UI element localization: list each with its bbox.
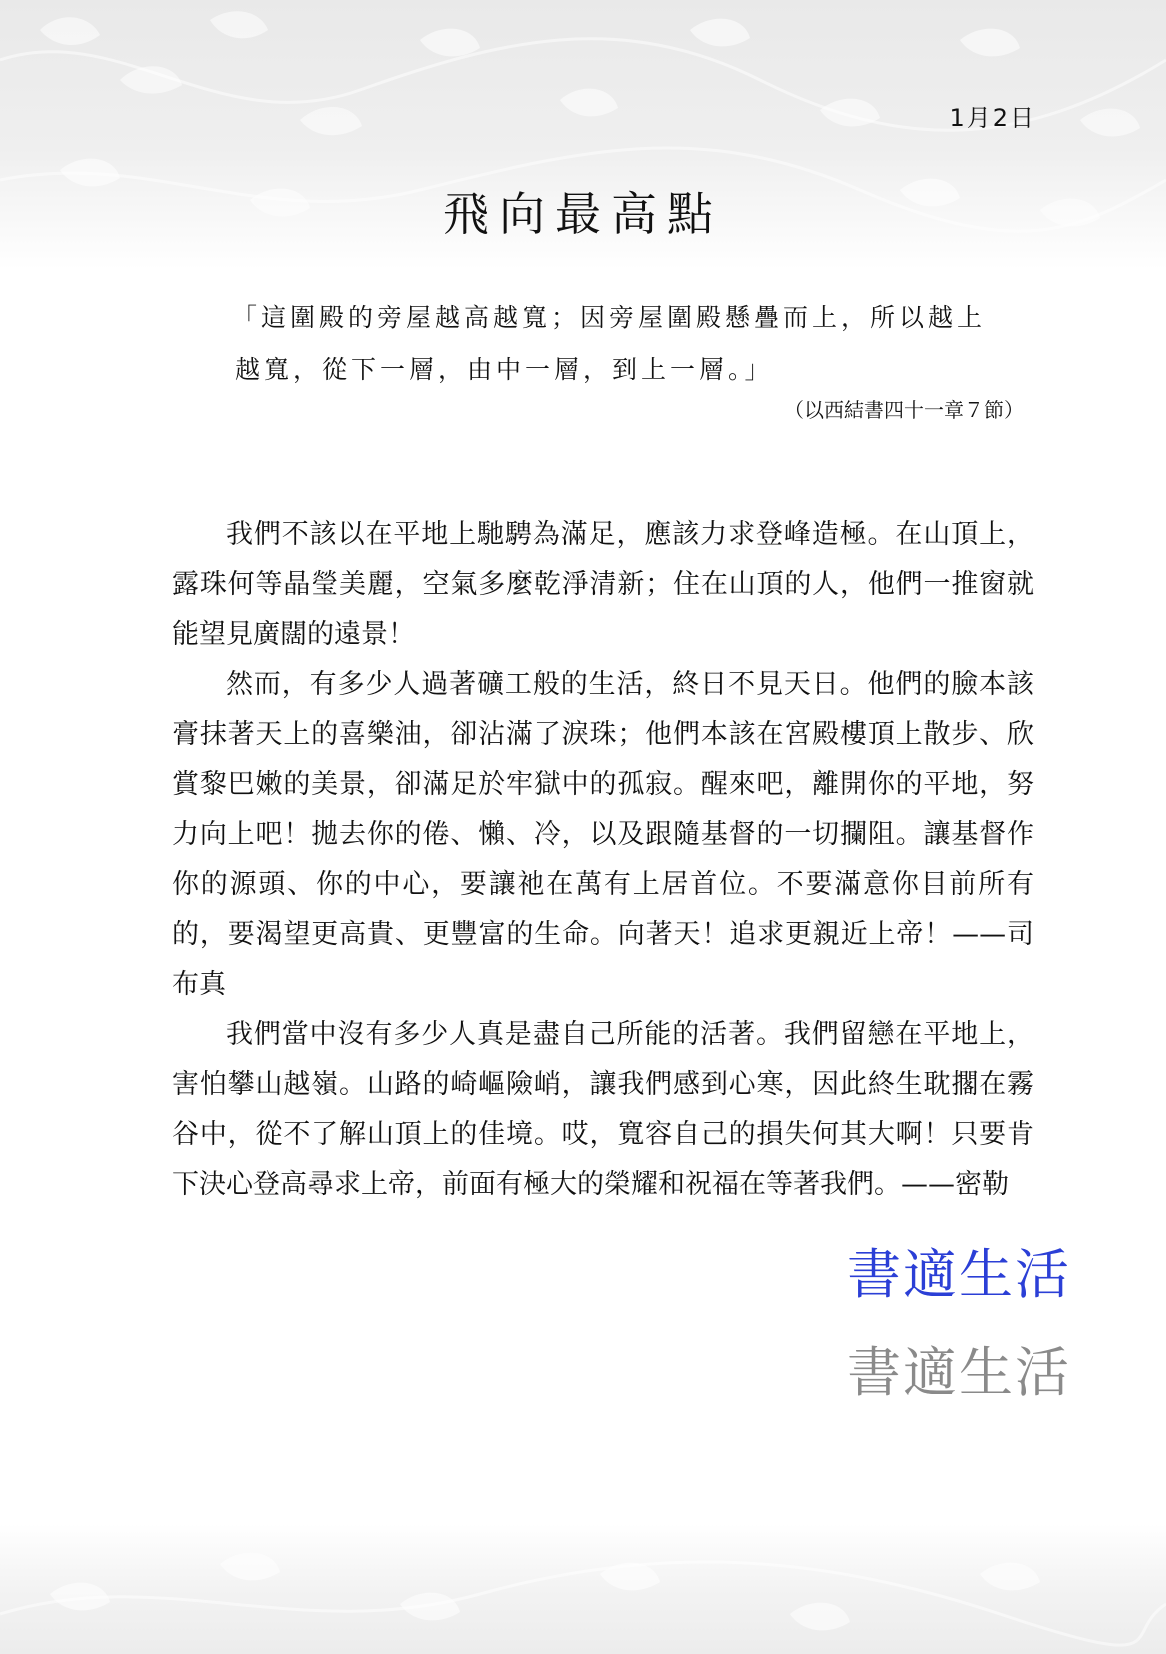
body-paragraph-1: 我們不該以在平地上馳騁為滿足，應該力求登峰造極。在山頂上，露珠何等晶瑩美麗，空氣多麼乾淨清新；住在山頂的人，他們一推窗就能望見廣闊的遠景！ (172, 519, 1034, 650)
publisher-signature-secondary: 書適生活 (847, 1341, 1071, 1404)
scripture-quote (232, 292, 1032, 396)
body-paragraph-3: 我們當中沒有多少人真是盡自己所能的活著。我們留戀在平地上，害怕攀山越嶺。山路的崎嶇險峭，讓我們感到心寒，因此終生耽擱在霧谷中，從不了解山頂上的佳境。哎，寬容自己的損失何其大啊！只要肯下決心登高尋求上帝，前面有極大的榮耀和祝福在等著我們。——密勒 (172, 1019, 1034, 1200)
devotional-body (172, 510, 1034, 1210)
scripture-reference: （以西結書四十一章７節） (784, 398, 1024, 422)
publisher-signature-primary: 書適生活 (847, 1243, 1071, 1306)
scripture-quote-line-2: 越寬，從下一層，由中一層，到上一層。」 (235, 355, 774, 384)
page-title: 飛向最高點 (443, 187, 723, 241)
page-date: 1月2日 (949, 104, 1036, 132)
body-paragraph-2: 然而，有多少人過著礦工般的生活，終日不見天日。他們的臉本該膏抹著天上的喜樂油，卻沾滿了淚珠；他們本該在宮殿樓頂上散步、欣賞黎巴嫩的美景，卻滿足於牢獄中的孤寂。醒來吧，離開你的平地，努力向上吧！拋去你的倦、懶、冷，以及跟隨基督的一切攔阻。讓基督作你的源頭、你的中心，要讓祂在萬有上居首位。不要滿意你目前所有的，要渴望更高貴、更豐富的生命。向著天！追求更親近上帝！——司布真 (172, 669, 1034, 1000)
leaf-pattern-bottom (0, 1524, 1166, 1654)
scripture-quote-line-1: 「這圍殿的旁屋越高越寬；因旁屋圍殿懸疊而上，所以越上 (232, 303, 987, 332)
